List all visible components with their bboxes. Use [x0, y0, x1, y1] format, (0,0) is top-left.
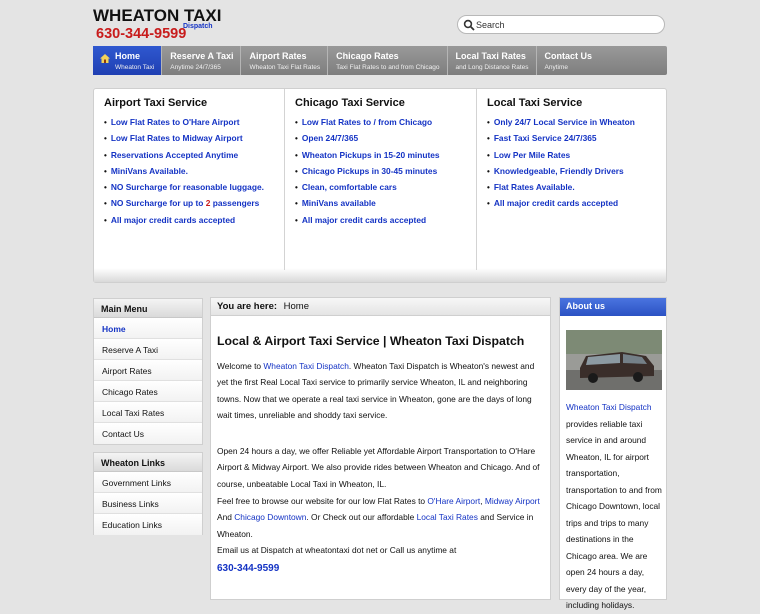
nav-airport-rates[interactable] [241, 46, 328, 75]
site-logo[interactable] [93, 6, 222, 42]
search-box[interactable] [457, 15, 665, 34]
taxi-van-photo [566, 330, 662, 390]
list-item[interactable]: • Low Flat Rates to Midway Airport [104, 133, 243, 144]
nav-contact-sub: Anytime [544, 64, 568, 71]
nav-reserve[interactable] [162, 46, 241, 75]
menu-item-home[interactable]: Home [94, 318, 202, 339]
nav-contact-title: Contact Us [544, 51, 593, 61]
breadcrumb [211, 298, 550, 316]
nav-chicago-title: Chicago Rates [336, 51, 399, 61]
local-service-title: Local Taxi Service [487, 97, 583, 109]
link-business[interactable]: Business Links [94, 493, 202, 514]
chicago-downtown-link[interactable]: Chicago Downtown [234, 512, 307, 523]
nav-reserve-sub: Anytime 24/7/365 [170, 64, 221, 71]
article-paragraph-2: Open 24 hours a day, we offer Reliable yet Affordable Airport Transportation to O'Hare Airport & Midway Airport. We also provide rides between Wheaton and Chicago. And of course, unbeatable Local Taxi in Wheaton, IL. [217, 446, 540, 489]
services-panel [93, 88, 667, 283]
local-service-list [487, 114, 635, 212]
chicago-service-list [295, 114, 440, 228]
nav-reserve-title: Reserve A Taxi [170, 51, 234, 61]
nav-local-rates[interactable] [448, 46, 537, 75]
wheaton-taxi-dispatch-link[interactable]: Wheaton Taxi Dispatch [263, 361, 349, 371]
list-item[interactable]: • Low Flat Rates to O'Hare Airport [104, 117, 240, 127]
about-us-panel [559, 297, 667, 610]
ohare-airport-link[interactable]: O'Hare Airport [427, 496, 481, 506]
about-us-title: About us [560, 298, 666, 316]
nav-airport-title: Airport Rates [249, 51, 307, 61]
menu-item-reserve[interactable]: Reserve A Taxi [94, 339, 202, 360]
breadcrumb-current: Home [283, 301, 309, 312]
main-content [210, 297, 551, 600]
article-paragraph-1: Welcome to Wheaton Taxi Dispatch. Wheaton Taxi Dispatch is Wheaton's newest and yet the first Real Local Taxi service to primarily service Wheaton, IL and neighboring towns. Now that we operate a real taxi service in Wheaton, gone are the days of long wait times, unreliable and shoddy taxi service. [217, 361, 535, 420]
nav-home-title: Home [115, 51, 141, 61]
article-paragraph-3: Feel free to browse our website for our low Flat Rates to O'Hare Airport, Midway Airport And Chicago Downtown. Or Check out our affordable Local Taxi Rates and Service in Wheaton. [217, 496, 540, 539]
list-item[interactable]: • All major credit cards accepted [295, 214, 427, 225]
list-item[interactable]: • All major credit cards accepted [487, 198, 619, 209]
chicago-service-column [285, 89, 477, 270]
article-paragraph-4: Email us at Dispatch at wheatontaxi dot net or Call us anytime at [217, 545, 457, 555]
airport-service-title: Airport Taxi Service [104, 97, 208, 109]
list-item[interactable]: • NO Surcharge for up to 2 passengers [104, 198, 260, 209]
list-item[interactable]: • Fast Taxi Service 24/7/365 [487, 133, 597, 144]
page-title: Local & Airport Taxi Service | Wheaton Taxi Dispatch [217, 334, 525, 348]
about-dispatch-link[interactable]: Wheaton Taxi Dispatch [566, 402, 652, 412]
main-menu [93, 298, 203, 445]
list-item[interactable]: • Low Per Mile Rates [487, 149, 571, 160]
about-us-text: Wheaton Taxi Dispatch provides reliable taxi service in and around Wheaton, IL for airport transportation, transportation to and from Chicago Downtown, local trips and trips to many destinations in the Chicago area. We are open 24 hours a day, every day of the year, including holidays. [566, 402, 662, 610]
nav-contact[interactable] [537, 46, 600, 75]
list-item[interactable]: • NO Surcharge for reasonable luggage. [104, 182, 264, 193]
search-icon [463, 19, 475, 31]
main-menu-title: Main Menu [94, 299, 202, 318]
nav-home-sub: Wheaton Taxi [115, 64, 155, 71]
list-item[interactable]: • Clean, comfortable cars [295, 182, 397, 193]
main-nav [93, 46, 667, 75]
logo-dispatch: Dispatch [183, 23, 213, 30]
article [217, 321, 546, 597]
list-item[interactable]: • Reservations Accepted Anytime [104, 149, 239, 160]
list-item[interactable]: • MiniVans available [295, 198, 376, 209]
list-item[interactable]: • Open 24/7/365 [295, 133, 359, 144]
list-item[interactable]: • Flat Rates Available. [487, 182, 575, 193]
nav-local-sub: and Long Distance Rates [455, 64, 529, 71]
breadcrumb-label: You are here: [217, 301, 278, 312]
panel-shade [94, 268, 666, 282]
nav-chicago-rates[interactable] [328, 46, 447, 75]
list-item[interactable]: • All major credit cards accepted [104, 214, 236, 225]
chicago-service-title: Chicago Taxi Service [295, 97, 405, 109]
logo-phone: 630-344-9599 [96, 26, 187, 42]
link-government[interactable]: Government Links [94, 472, 202, 493]
wheaton-links [93, 452, 203, 535]
menu-item-contact[interactable]: Contact Us [94, 423, 202, 444]
airport-service-column [94, 89, 285, 270]
list-item[interactable]: • Knowledgeable, Friendly Drivers [487, 165, 624, 176]
logo-title: WHEATON TAXI [93, 6, 222, 25]
list-item[interactable]: • Chicago Pickups in 30-45 minutes [295, 165, 438, 176]
nav-home[interactable] [93, 46, 162, 75]
list-item[interactable]: • Wheaton Pickups in 15-20 minutes [295, 149, 440, 160]
nav-airport-sub: Wheaton Taxi Flat Rates [249, 64, 321, 71]
nav-chicago-sub: Taxi Flat Rates to and from Chicago [336, 64, 440, 71]
list-item[interactable]: • Low Flat Rates to / from Chicago [295, 117, 433, 127]
local-taxi-rates-link[interactable]: Local Taxi Rates [416, 512, 478, 523]
passenger-count: 2 [205, 198, 211, 209]
list-item[interactable]: • MiniVans Available. [104, 165, 188, 176]
local-service-column [477, 89, 667, 270]
wheaton-links-title: Wheaton Links [94, 453, 202, 472]
nav-local-title: Local Taxi Rates [455, 51, 526, 61]
menu-item-chicago-rates[interactable]: Chicago Rates [94, 381, 202, 402]
link-education[interactable]: Education Links [94, 514, 202, 535]
menu-item-local-rates[interactable]: Local Taxi Rates [94, 402, 202, 423]
midway-airport-link[interactable]: Midway Airport [484, 496, 540, 506]
home-icon [100, 54, 110, 63]
phone-link[interactable]: 630-344-9599 [217, 563, 280, 574]
airport-service-list [104, 114, 264, 228]
menu-item-airport-rates[interactable]: Airport Rates [94, 360, 202, 381]
list-item[interactable]: • Only 24/7 Local Service in Wheaton [487, 117, 635, 127]
search-input[interactable] [476, 17, 661, 32]
